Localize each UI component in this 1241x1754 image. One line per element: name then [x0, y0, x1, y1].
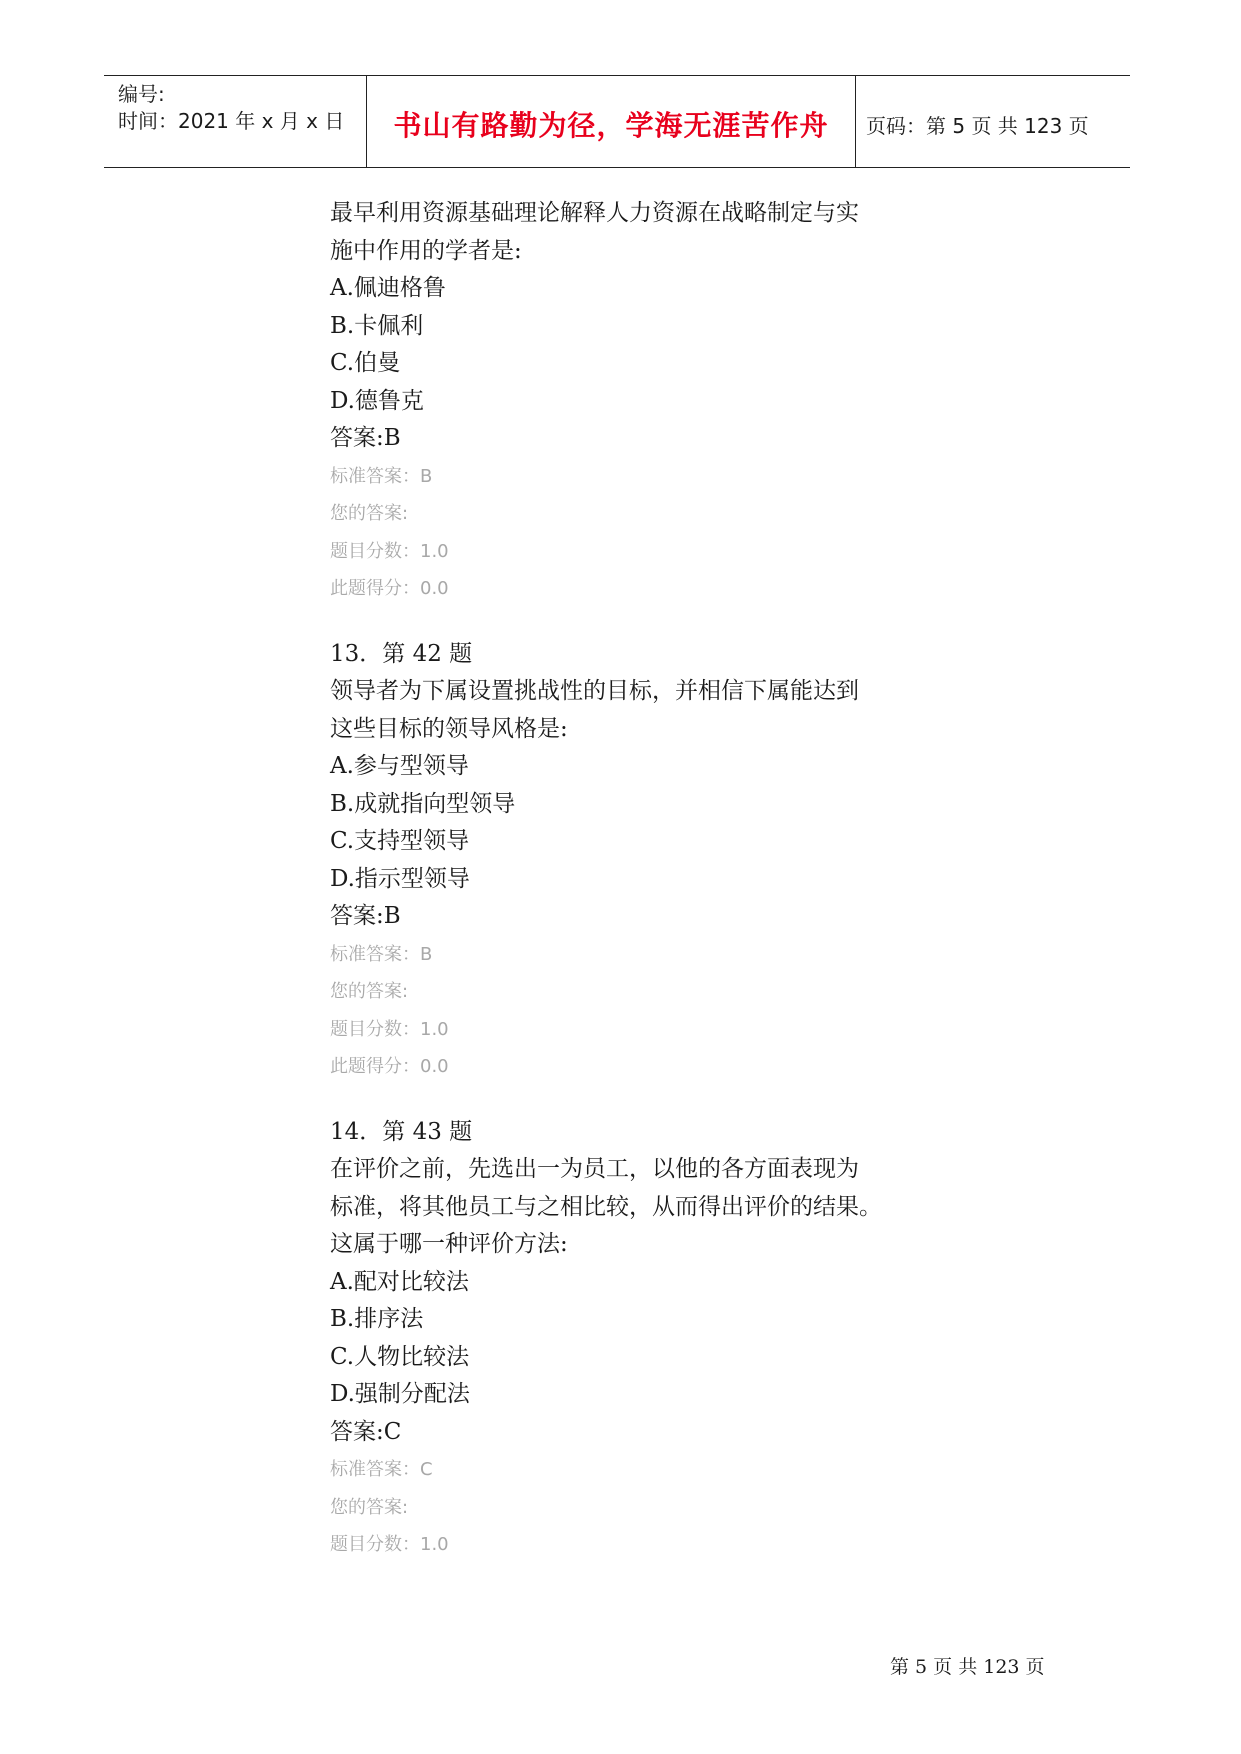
question-score: 题目分数：1.0 [330, 1018, 449, 1040]
page-footer: 第 5 页 共 123 页 [890, 1656, 1045, 1678]
question-score: 题目分数：1.0 [330, 540, 449, 562]
question-stem: 标准，将其他员工与之相比较，从而得出评价的结果。 [330, 1193, 882, 1220]
serial-label: 编号: [118, 82, 165, 106]
question-stem: 最早利用资源基础理论解释人力资源在战略制定与实 [330, 200, 859, 226]
option-b: B.成就指向型领导 [330, 790, 516, 817]
question-stem: 在评价之前，先选出一为员工，以他的各方面表现为 [330, 1156, 859, 1182]
option-c: C.伯曼 [330, 350, 401, 376]
option-b: B.排序法 [330, 1306, 424, 1332]
option-d: D.强制分配法 [330, 1381, 470, 1407]
question-block-1 [330, 195, 950, 608]
header-center-cell [366, 76, 856, 167]
question-stem: 施中作用的学者是: [330, 237, 522, 264]
option-c: C.支持型领导 [330, 828, 470, 854]
header-right-cell [854, 76, 1130, 167]
question-stem: 这属于哪一种评价方法: [330, 1231, 568, 1257]
your-answer: 您的答案: [330, 503, 409, 524]
answer-line: 答案:B [330, 425, 401, 451]
header-page-info: 页码：第 5 页 共 123 页 [866, 114, 1089, 138]
score-obtained: 此题得分：0.0 [330, 578, 449, 599]
option-d: D.德鲁克 [330, 387, 424, 414]
your-answer: 您的答案: [330, 981, 409, 1002]
question-block-2 [330, 636, 950, 1086]
time-label: 时间：2021 年 x 月 x 日 [118, 109, 345, 133]
option-b: B.卡佩利 [330, 312, 424, 339]
question-stem: 这些目标的领导风格是: [330, 715, 568, 742]
option-a: A.参与型领导 [330, 753, 469, 779]
header-left-cell [104, 76, 366, 167]
spacer [330, 1086, 950, 1114]
answer-line: 答案:B [330, 903, 401, 929]
option-d: D.指示型领导 [330, 865, 470, 892]
score-obtained: 此题得分：0.0 [330, 1056, 449, 1077]
your-answer: 您的答案: [330, 1496, 409, 1518]
standard-answer: 标准答案：B [330, 465, 433, 487]
option-a: A.佩迪格鲁 [330, 275, 446, 301]
question-heading: 14．第 43 题 [330, 1118, 473, 1145]
page-header [104, 75, 1130, 168]
spacer [330, 608, 950, 636]
motto-text: 书山有路勤为径，学海无涯苦作舟 [393, 109, 829, 142]
question-score: 题目分数：1.0 [330, 1534, 449, 1555]
question-heading: 13．第 42 题 [330, 640, 473, 667]
document-body [330, 195, 950, 1564]
answer-line: 答案:C [330, 1418, 402, 1445]
standard-answer: 标准答案：C [330, 1459, 433, 1480]
option-c: C.人物比较法 [330, 1343, 470, 1370]
standard-answer: 标准答案：B [330, 943, 433, 965]
question-stem: 领导者为下属设置挑战性的目标，并相信下属能达到 [330, 678, 859, 704]
question-block-3 [330, 1114, 950, 1564]
option-a: A.配对比较法 [330, 1268, 469, 1295]
